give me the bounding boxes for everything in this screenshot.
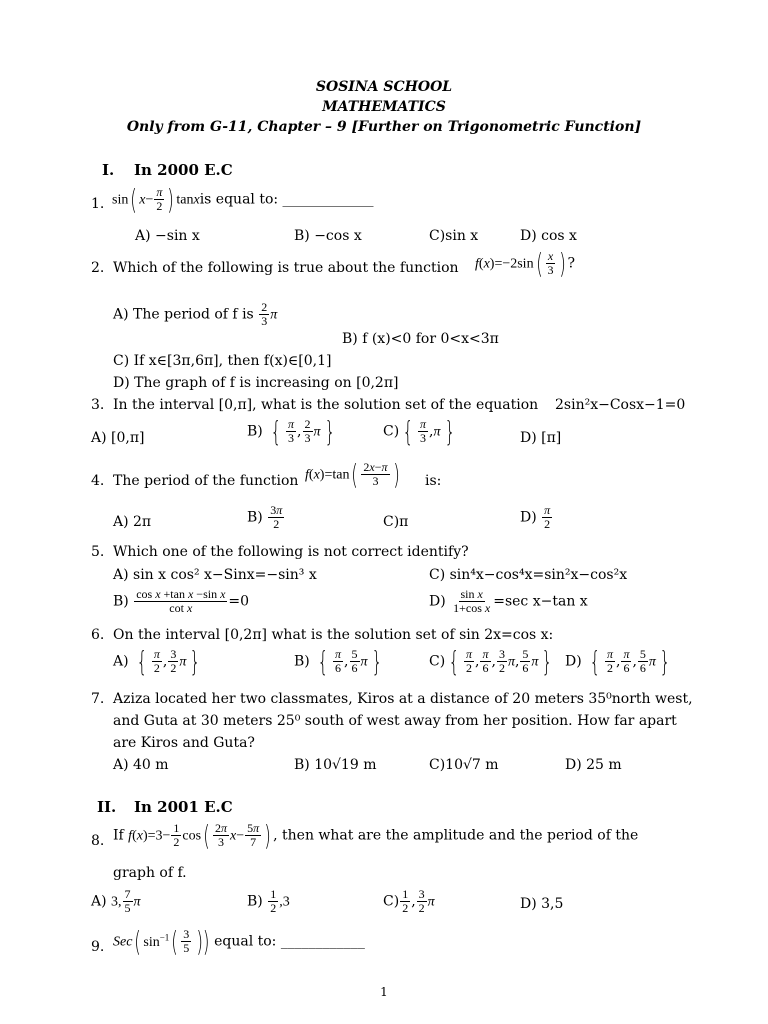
q8-option-c-label: C) [383,893,400,910]
q8-option-c: C) $\frac{1}{2}$ , $\frac{3}{2}$ π [383,887,435,915]
q7-option-a: A) 40 m [113,757,169,773]
q8-option-d: D) 3,5 [520,896,564,912]
q6-option-a: A) { $\frac{\pi}{2}$ , $\frac{3}{2}$ π } [113,644,201,678]
q8-line-2: graph of f. [113,865,187,881]
q3-equation: 2sin²x−Cosx−1=0 [555,397,686,413]
q2-function: f(x)=−2sin( $\frac{x}{3}$ ) ? [475,246,575,280]
q4-option-a: A) 2π [113,514,152,530]
section-2-title: In 2001 E.C [134,798,233,816]
q3-option-b: B) { $\frac{\pi}{3}$ , $\frac{2}{3}$ π } [247,414,335,448]
q6-stem: On the interval [0,2π] what is the solution set of sin 2x=cos x: [113,627,554,643]
q8-option-b: B) $\frac{1}{2}$ ,3 [247,887,290,915]
q2-stem: Which of the following is true about the function [113,260,459,276]
section-1-roman: I. [102,161,115,179]
q2-option-d: D) The graph of f is increasing on [0,2π] [113,375,399,391]
q6-option-c: C) { $\frac{\pi}{2}$ , $\frac{\pi}{6}$ , $\frac{3}{2}$ π, $\frac{5}{6}$ π } [429,644,553,678]
q3-stem: In the interval [0,π], what is the solution set of the equation [113,397,539,413]
q4-stem: The period of the function [113,473,299,489]
subject-title: MATHEMATICS [322,99,446,115]
q7-option-c: C)10√7 m [429,757,499,773]
q1-stem-text: is equal to: _____________ [199,191,374,208]
q4-option-d: D) $\frac{\pi}{2}$ [520,503,551,531]
q1-number: 1. [91,196,105,212]
q8-option-a-label: A) [91,893,107,910]
q8-stem: If f(x)=3− $\frac{1}{2}$ cos( $\frac{2\pi}{3}$ x− $\frac{5\pi}{7}$ ) , then what are the amplitude and the period of the [113,818,639,852]
q8-option-a: A) 3, $\frac{7}{5}$ π [91,887,141,915]
q4-option-b-label: B) [247,509,263,526]
q6-option-b-label: B) [294,653,310,670]
q4-option-c: C)π [383,514,409,530]
q3-option-a: A) [0,π] [91,430,145,446]
q4-number: 4. [91,473,105,489]
q7-option-b: B) 10√19 m [294,757,377,773]
q5-number: 5. [91,544,105,560]
q6-option-c-label: C) [429,653,446,670]
q1-option-b: B) −cos x [294,228,362,244]
q1-option-d: D) cos x [520,228,577,244]
school-name: SOSINA SCHOOL [315,79,453,95]
q8-option-b-label: B) [247,893,263,910]
q9-expression: Sec( $\sin^{-1}$( $\frac{3}{5}$ )) equal to: ____________ [113,924,365,958]
section-1-title: In 2000 E.C [134,161,233,179]
q5-option-b: B) $\frac{\text{cos x +tan x −sin x}}{\text{cot x}}$ =0 [113,587,250,615]
q4-option-d-label: D) [520,509,537,526]
q6-option-b: B) { $\frac{\pi}{6}$ , $\frac{5}{6}$ π } [294,644,382,678]
q5-option-a: A) sin x cos² x−Sinx=−sin³ x [113,567,317,583]
q5-option-d-label: D) [429,593,446,610]
q8-post: , then what are the amplitude and the period of the [273,827,639,844]
q8-pre: If [113,827,124,844]
scope-line: Only from G-11, Chapter – 9 [Further on Trigonometric Function] [126,119,642,135]
q7-line-3: are Kiros and Guta? [113,735,255,751]
q6-option-d-label: D) [565,653,582,670]
section-2-roman: II. [97,798,117,816]
q5-option-d: D) $\frac{\text{sin x}}{\text{1+cos x}}$ =sec x−tan x [429,587,588,615]
q6-option-a-label: A) [113,653,129,670]
q9-number: 9. [91,939,105,955]
q3-number: 3. [91,397,105,413]
q2-option-a: A) The period of f is $\frac{2}{3}$ π [113,300,278,328]
q3-option-b-label: B) [247,423,263,440]
q3-option-d: D) [π] [520,430,562,446]
q5-option-c: C) sin⁴x−cos⁴x=sin²x−cos²x [429,567,628,583]
q2-option-c: C) If x∈[3π,6π], then f(x)∈[0,1] [113,353,332,369]
q5-stem: Which one of the following is not correct identify? [113,544,469,560]
q3-option-c: C) { $\frac{\pi}{3}$ ,π } [383,414,455,448]
q9-tail: equal to: ____________ [214,933,365,950]
q1-expression: sin( x− $\frac{\pi}{2}$ ) tanxis equal to: _____________ [112,182,374,216]
q6-option-d: D) { $\frac{\pi}{2}$ , $\frac{\pi}{6}$ , $\frac{5}{6}$ π } [565,644,671,678]
q1-option-a: A) −sin x [135,228,200,244]
q7-option-d: D) 25 m [565,757,622,773]
q4-tail: is: [425,473,442,489]
q8-number: 8. [91,833,105,849]
q1-option-c: C)sin x [429,228,479,244]
q7-number: 7. [91,691,105,707]
q3-option-c-label: C) [383,423,400,440]
q2-option-b: B) f (x)<0 for 0<x<3π [342,331,499,347]
q4-function: f(x)=tan( $\frac{2x-\pi}{3}$ ) [305,457,400,491]
q7-line-2: and Guta at 30 meters 25⁰ south of west away from her position. How far apart [113,713,677,729]
q2-option-a-text: A) The period of f is [113,306,254,323]
q5-option-d-tail: =sec x−tan x [493,593,588,610]
page-number: 1 [380,985,388,999]
q7-line-1: Aziza located her two classmates, Kiros at a distance of 20 meters 35⁰north west, [113,691,693,707]
q5-option-b-label: B) [113,593,129,610]
q5-option-b-tail: =0 [228,593,250,610]
q2-number: 2. [91,260,105,276]
q4-option-b: B) $\frac{3\pi}{2}$ [247,503,283,531]
q6-number: 6. [91,627,105,643]
